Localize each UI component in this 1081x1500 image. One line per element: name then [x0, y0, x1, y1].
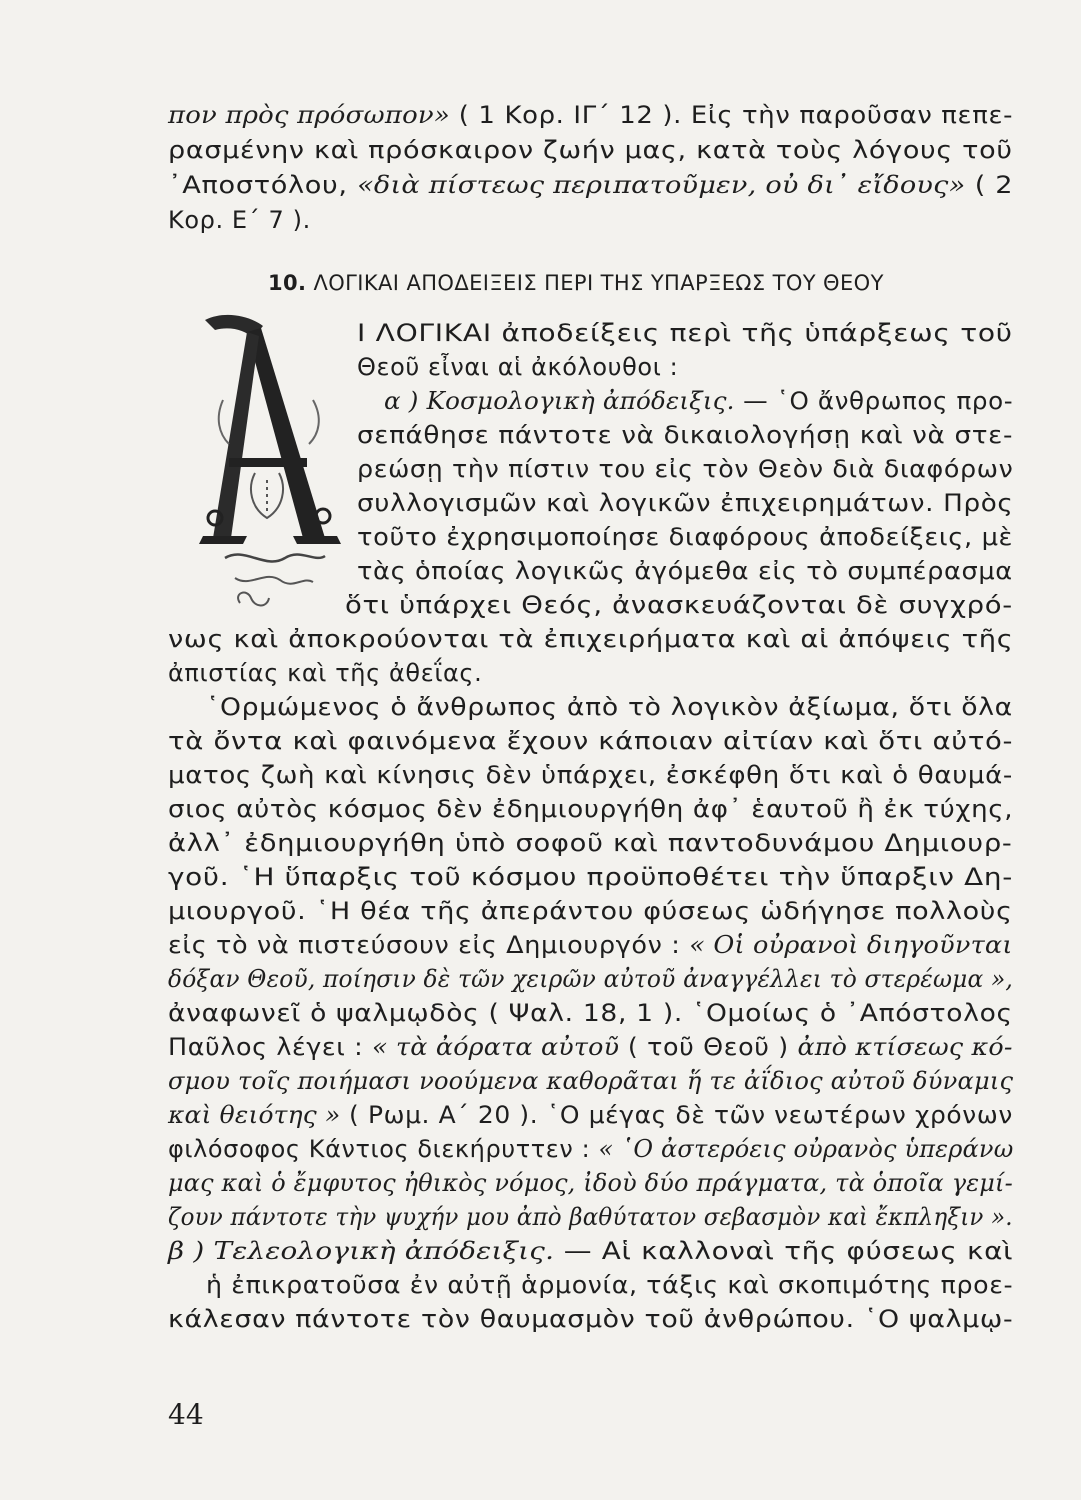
body-line — [168, 1302, 1013, 1336]
text-span: — ῾Ο ἄνθρωπος προ- — [734, 387, 1014, 415]
ornamental-dropcap-alpha — [185, 308, 355, 628]
text-span: Παῦλος λέγει : — [168, 1033, 373, 1061]
top-line — [168, 98, 1013, 132]
text-span: νως καὶ ἀποκρούονται τὰ ἐπιχειρήματα καὶ αἱ ἀπόψεις τῆς — [168, 625, 1014, 653]
body-line — [357, 486, 1013, 520]
body-line — [168, 962, 1013, 996]
text-span: ρασμένην καὶ πρόσκαιρον ζωήν μας, κατὰ τοὺς λόγους τοῦ — [168, 136, 1013, 164]
body-line — [206, 1268, 1013, 1302]
text-span: μιουργοῦ. ῾Η θέα τῆς ἀπεράντου φύσεως ὡδήγησε πολλοὺς — [168, 897, 1013, 925]
text-span: τοῦτο ἐχρησιμοποίησε διαφόρους ἀποδείξεις, μὲ — [357, 523, 1014, 551]
body-line — [384, 384, 1013, 418]
text-span: ὅτι ὑπάρχει Θεός, ἀνασκευάζονται δὲ συγχρό- — [345, 591, 1013, 619]
text-span: τὰ ὄντα καὶ φαινόμενα ἔχουν κάποιαν αἰτίαν καὶ ὅτι αὐτό- — [168, 727, 1014, 755]
page-number: 44 — [168, 1398, 204, 1431]
italic-text: μας καὶ ὁ ἔμφυτος ἠθικὸς νόμος, ἰδοὺ δύο πράγματα, τὰ ὁποῖα γεμί- — [168, 1169, 1013, 1197]
body-line — [357, 554, 1013, 588]
italic-text: δόξαν Θεοῦ, ποίησιν δὲ τῶν χειρῶν αὐτοῦ ἀναγγέλλει τὸ στερέωμα », — [168, 965, 1014, 993]
body-line — [168, 1200, 1013, 1234]
text-span: — Αἱ καλλοναὶ τῆς φύσεως καὶ — [554, 1237, 1014, 1265]
italic-text: α ) Κοσμολογικὴ ἀπόδειξις. — [384, 387, 735, 415]
text-span: ρεώσῃ τὴν πίστιν του εἰς τὸν Θεὸν διὰ διαφόρων — [357, 455, 1014, 483]
text-span: Ι ΛΟΓΙΚΑΙ ἀποδείξεις περὶ τῆς ὑπάρξεως τοῦ — [357, 319, 1013, 347]
text-span: ( Ρωμ. Α΄ 20 ). ῾Ο μέγας δὲ τῶν νεωτέρων χρόνων — [340, 1101, 1013, 1129]
section-title: ΛΟΓΙΚΑΙ ΑΠΟΔΕΙΞΕΙΣ ΠΕΡΙ ΤΗΣ ΥΠΑΡΞΕΩΣ ΤΟΥ ΘΕΟΥ — [313, 271, 884, 295]
body-line — [168, 724, 1013, 758]
body-line — [168, 1098, 1013, 1132]
text-span: εἰς τὸ νὰ πιστεύσουν εἰς Δημιουργόν : — [168, 931, 690, 959]
body-line — [168, 1064, 1013, 1098]
body-line — [357, 452, 1013, 486]
body-line — [168, 758, 1013, 792]
text-span: ( τοῦ Θεοῦ ) — [619, 1033, 798, 1061]
body-line — [206, 690, 1013, 724]
text-span: τὰς ὁποίας λογικῶς ἀγόμεθα εἰς τὸ συμπέρασμα — [357, 557, 1013, 585]
top-line — [168, 133, 1013, 167]
italic-text: β ) Τελεολογικὴ ἀπόδειξις. — [168, 1237, 555, 1265]
text-span: ῾Ορμώμενος ὁ ἄνθρωπος ἀπὸ τὸ λογικὸν ἀξίωμα, ὅτι ὅλα — [206, 693, 1013, 721]
text-span: συλλογισμῶν καὶ λογικῶν ἐπιχειρημάτων. Πρὸς — [357, 489, 1014, 517]
body-line — [345, 588, 1013, 622]
text-span: γοῦ. ῾Η ὕπαρξις τοῦ κόσμου προϋποθέτει τὴν ὕπαρξιν Δη- — [168, 863, 1014, 891]
text-span: ἀπιστίας καὶ τῆς ἀθεΐας. — [168, 659, 483, 687]
top-line — [168, 203, 311, 237]
body-line — [168, 894, 1013, 928]
italic-text: «διὰ πίστεως περιπατοῦμεν, οὐ δι᾿ εἴδους» — [357, 171, 966, 199]
body-line — [357, 350, 678, 384]
body-line — [168, 1030, 1013, 1064]
text-span: σιος αὐτὸς κόσμος δὲν ἐδημιουργήθη ἀφ᾿ ἑαυτοῦ ἢ ἐκ τύχης, — [168, 795, 1014, 823]
body-line — [168, 656, 482, 690]
italic-text: καὶ θειότης » — [168, 1101, 341, 1129]
text-span: ἡ ἐπικρατοῦσα ἐν αὐτῇ ἁρμονία, τάξις καὶ σκοπιμότης προε- — [206, 1271, 1014, 1299]
section-number: 10. — [268, 271, 307, 295]
body-line — [168, 792, 1013, 826]
italic-text: σμου τοῖς ποιήμασι νοούμενα καθορᾶται ἥ τε ἀΐδιος αὐτοῦ δύναμις — [168, 1067, 1014, 1095]
italic-text: πον πρὸς πρόσωπον» — [168, 101, 450, 129]
italic-text: « Οἱ οὐρανοὶ διηγοῦνται — [689, 931, 1013, 959]
body-line — [168, 826, 1012, 860]
body-line — [357, 520, 1013, 554]
section-heading — [268, 266, 884, 300]
body-line — [168, 996, 1013, 1030]
text-span: φιλόσοφος Κάντιος διεκήρυττεν : — [168, 1135, 599, 1163]
text-span: Κορ. Ε΄ 7 ). — [168, 206, 311, 234]
text-span: ἀναφωνεῖ ὁ ψαλμῳδὸς ( Ψαλ. 18, 1 ). ῾Ομοίως ὁ ᾿Απόστολος — [168, 999, 1013, 1027]
body-line — [168, 622, 1013, 656]
body-line — [168, 1234, 1013, 1268]
text-span: ἀλλ᾿ ἐδημιουργήθη ὑπὸ σοφοῦ καὶ παντοδυνάμου Δημιουρ- — [168, 829, 1013, 857]
italic-text: ἀπὸ κτίσεως κό- — [797, 1033, 1013, 1061]
italic-text: « τὰ ἀόρατα αὐτοῦ — [372, 1033, 620, 1061]
body-line — [168, 1132, 1013, 1166]
text-span: σεπάθησε πάντοτε νὰ δικαιολογήσῃ καὶ νὰ στε- — [357, 421, 1014, 449]
text-span: ( 1 Κορ. ΙΓ΄ 12 ). Εἰς τὴν παροῦσαν πεπε- — [449, 101, 1014, 129]
text-span: ματος ζωὴ καὶ κίνησις δὲν ὑπάρχει, ἐσκέφθη ὅτι καὶ ὁ θαυμά- — [168, 761, 1013, 789]
text-span: κάλεσαν πάντοτε τὸν θαυμασμὸν τοῦ ἀνθρώπου. ῾Ο ψαλμῳ- — [168, 1305, 1014, 1333]
body-line — [168, 928, 1013, 962]
text-span: ᾿Αποστόλου, — [168, 171, 358, 199]
italic-text: ζουν πάντοτε τὴν ψυχήν μου ἀπὸ βαθύτατον σεβασμὸν καὶ ἔκπληξιν ». — [168, 1203, 1013, 1231]
body-line — [168, 1166, 1013, 1200]
body-line — [168, 860, 1013, 894]
body-line — [357, 316, 1013, 350]
text-span: Θεοῦ εἶναι αἱ ἀκόλουθοι : — [357, 353, 679, 381]
italic-text: « ῾Ο ἀστερόεις οὐρανὸς ὑπεράνω — [598, 1135, 1014, 1163]
text-span: ( 2 — [965, 171, 1014, 199]
body-line — [357, 418, 1013, 452]
top-line — [168, 168, 1013, 202]
